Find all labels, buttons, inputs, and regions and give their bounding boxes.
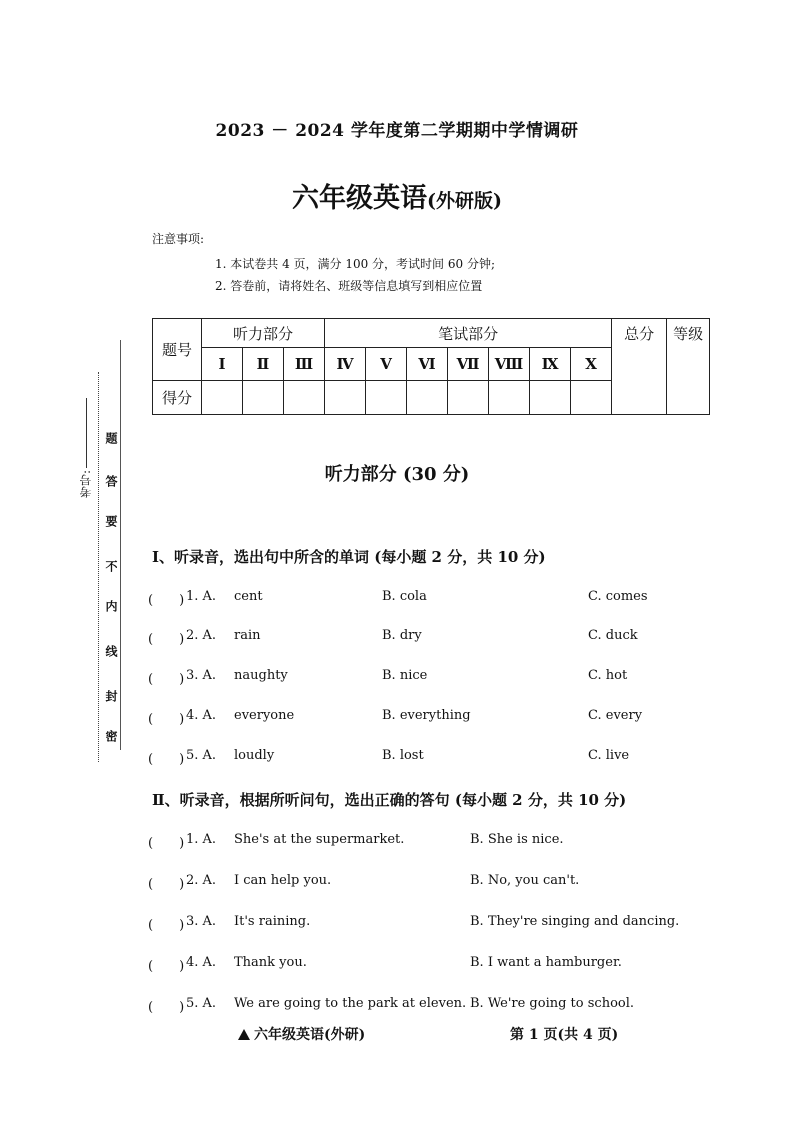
option-c: C. hot	[588, 668, 628, 683]
option-c: C. comes	[588, 589, 648, 604]
seal-char-4: 内	[104, 600, 118, 612]
option-b: B. everything	[382, 708, 471, 723]
question-number: 4. A.	[186, 708, 217, 723]
option-b: B. lost	[382, 748, 424, 763]
score-cell-8[interactable]	[489, 381, 530, 415]
grade-cell	[667, 319, 710, 415]
answer-blank[interactable]: ( )	[148, 1000, 185, 1015]
question-number: 2. A.	[186, 628, 217, 643]
part2-question-4	[148, 955, 708, 975]
col-header-9: Ⅸ	[530, 348, 571, 381]
listening-part-header: 听力部分	[202, 319, 325, 348]
question-number: 4. A.	[186, 955, 217, 970]
col-header-3: Ⅲ	[284, 348, 325, 381]
option-a: rain	[234, 628, 261, 643]
part2-question-1	[148, 832, 708, 852]
binding-solid-line	[120, 340, 121, 750]
option-a: Thank you.	[234, 955, 307, 970]
seal-char-3: 线	[104, 645, 118, 657]
answer-blank[interactable]: ( )	[148, 836, 185, 851]
note-item-1: 1. 本试卷共 4 页，满分 100 分，考试时间 60 分钟;	[215, 257, 496, 271]
total-score-cell	[612, 319, 667, 415]
seal-char-7: 答	[104, 475, 118, 487]
question-number: 2. A.	[186, 873, 217, 888]
part1-question-5	[148, 748, 708, 768]
listening-section-title: 听力部分 (30 分)	[324, 464, 470, 485]
option-b: B. We're going to school.	[470, 996, 635, 1011]
note-item-2: 2. 答卷前，请将姓名、班级等信息填写到相应位置	[215, 279, 483, 293]
score-table	[152, 318, 710, 415]
score-cell-7[interactable]	[448, 381, 489, 415]
seal-char-6: 要	[104, 515, 118, 527]
score-cell-3[interactable]	[284, 381, 325, 415]
answer-blank[interactable]: ( )	[148, 672, 185, 687]
option-a: It's raining.	[234, 914, 311, 929]
answer-blank[interactable]: ( )	[148, 632, 185, 647]
total-score-label: 总分	[624, 325, 655, 343]
part2-question-3	[148, 914, 708, 934]
footer-page-number: 第 1 页(共 4 页)	[510, 1027, 619, 1043]
answer-blank[interactable]: ( )	[148, 959, 185, 974]
option-b: B. cola	[382, 589, 427, 604]
part1-question-4	[148, 708, 708, 728]
option-b: B. dry	[382, 628, 422, 643]
option-a: loudly	[234, 748, 275, 763]
answer-blank[interactable]: ( )	[148, 918, 185, 933]
footer-subject-label: 六年级英语(外研)	[254, 1027, 366, 1043]
question-number: 1. A.	[186, 832, 217, 847]
score-cell-5[interactable]	[366, 381, 407, 415]
seal-char-2: 封	[104, 690, 118, 702]
option-a: We are going to the park at eleven.	[234, 996, 467, 1011]
col-header-5: Ⅴ	[366, 348, 407, 381]
option-c: C. duck	[588, 628, 638, 643]
part2-question-5	[148, 996, 708, 1016]
part2-question-2	[148, 873, 708, 893]
option-b: B. nice	[382, 668, 428, 683]
col-header-10: Ⅹ	[571, 348, 612, 381]
score-cell-9[interactable]	[530, 381, 571, 415]
subject-name: 六年级英语	[292, 183, 427, 214]
col-header-2: Ⅱ	[243, 348, 284, 381]
score-cell-6[interactable]	[407, 381, 448, 415]
score-cell-1[interactable]	[202, 381, 243, 415]
binding-dotted-line	[98, 372, 99, 762]
col-header-1: Ⅰ	[202, 348, 243, 381]
answer-blank[interactable]: ( )	[148, 752, 185, 767]
option-b: B. They're singing and dancing.	[470, 914, 680, 929]
part1-heading: Ⅰ、听录音，选出句中所含的单词 (每小题 2 分，共 10 分)	[152, 548, 546, 566]
edition-label: (外研版)	[427, 190, 502, 212]
part1-question-2	[148, 628, 708, 648]
option-b: B. No, you can't.	[470, 873, 580, 888]
seal-char-5: 不	[104, 560, 118, 572]
part2-heading: Ⅱ、听录音，根据所听问句，选出正确的答句 (每小题 2 分，共 10 分)	[152, 791, 627, 809]
footer-subject	[238, 1024, 365, 1044]
answer-blank[interactable]: ( )	[148, 712, 185, 727]
question-number: 1. A.	[186, 589, 217, 604]
option-a: cent	[234, 589, 263, 604]
grade-label: 等级	[673, 325, 704, 343]
answer-blank[interactable]: ( )	[148, 877, 185, 892]
exam-number-label: 考号:	[79, 470, 93, 499]
col-header-6: Ⅵ	[407, 348, 448, 381]
option-a: naughty	[234, 668, 288, 683]
exam-subject-title	[0, 176, 794, 215]
score-cell-4[interactable]	[325, 381, 366, 415]
writing-part-header: 笔试部分	[325, 319, 612, 348]
row-header-question: 题号	[153, 319, 202, 381]
option-b: B. She is nice.	[470, 832, 564, 847]
option-c: C. every	[588, 708, 643, 723]
question-number: 5. A.	[186, 748, 217, 763]
col-header-4: Ⅳ	[325, 348, 366, 381]
answer-blank[interactable]: ( )	[148, 593, 185, 608]
exam-number-line[interactable]	[86, 398, 87, 468]
option-a: I can help you.	[234, 873, 332, 888]
question-number: 5. A.	[186, 996, 217, 1011]
exam-term-title: 2023 － 2024 学年度第二学期期中学情调研	[215, 121, 579, 141]
seal-char-8: 题	[104, 432, 118, 444]
option-b: B. I want a hamburger.	[470, 955, 622, 970]
row-header-score: 得分	[153, 381, 202, 415]
score-cell-10[interactable]	[571, 381, 612, 415]
col-header-8: Ⅷ	[489, 348, 530, 381]
score-cell-2[interactable]	[243, 381, 284, 415]
triangle-icon	[238, 1029, 250, 1040]
question-number: 3. A.	[186, 914, 217, 929]
col-header-7: Ⅶ	[448, 348, 489, 381]
question-number: 3. A.	[186, 668, 217, 683]
part1-question-3	[148, 668, 708, 688]
option-a: everyone	[234, 708, 295, 723]
notes-heading: 注意事项:	[152, 232, 205, 246]
option-a: She's at the supermarket.	[234, 832, 405, 847]
part1-question-1	[148, 589, 708, 609]
seal-char-1: 密	[104, 730, 118, 742]
option-c: C. live	[588, 748, 630, 763]
